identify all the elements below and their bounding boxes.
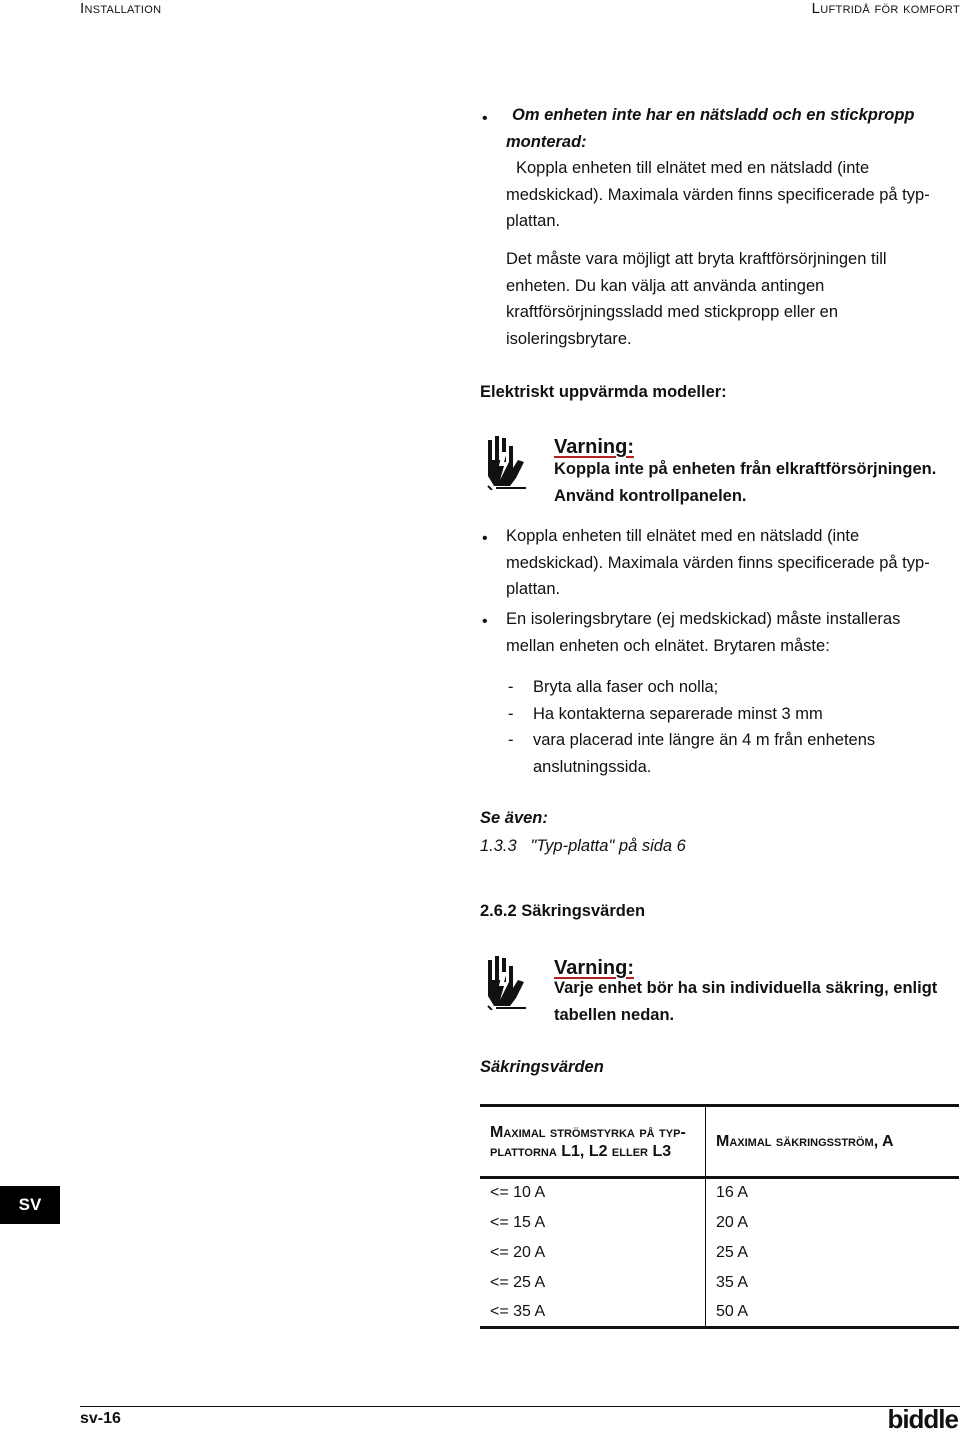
bullet-dot: •	[482, 613, 488, 630]
bullet-2-text: En isoleringsbrytare (ej medskickad) måste installeras mellan enheten och elnätet. Brytaren måste:	[506, 610, 901, 655]
table-cell: <= 10 A	[480, 1178, 706, 1208]
table-header-max-fuse: Maximal säkringsström, A	[716, 1133, 894, 1150]
header-left: Installation	[80, 0, 162, 17]
no-plug-body-2: Det måste vara möjligt att bryta kraftförsörjningen till enheten. Du kan välja att använda antingen kraftförsörjningssladd med stickpropp eller en isoleringsbrytare.	[506, 250, 887, 348]
header-right: Luftridå för komfort	[811, 0, 960, 17]
dash-marker: -	[508, 705, 514, 723]
table-cell: 16 A	[716, 1184, 749, 1202]
bullet-dot: •	[482, 110, 488, 127]
table-cell: <= 20 A	[480, 1238, 706, 1268]
no-plug-body-1: Koppla enheten till elnätet med en nätsladd (inte medskickad). Maximala värden finns specificerade på typ-plattan.	[506, 159, 930, 230]
warning-hand-icon	[482, 432, 532, 490]
table-row	[480, 1298, 959, 1328]
table-cell: 35 A	[716, 1273, 749, 1291]
dash-item-3: vara placerad inte längre än 4 m från enhetens anslutningssida.	[533, 731, 876, 776]
table-cell: <= 25 A	[480, 1268, 706, 1298]
warning-1-title: Varning:	[554, 436, 635, 458]
fuse-table	[480, 1104, 959, 1329]
table-cell: 50 A	[716, 1302, 749, 1320]
warning-2-text: Varje enhet bör ha sin individuella säkring, enligt tabellen nedan.	[554, 979, 938, 1024]
electric-heading: Elektriskt uppvärmda modeller:	[480, 383, 727, 401]
table-cell: <= 15 A	[480, 1208, 706, 1238]
bullet-1-text: Koppla enheten till elnätet med en nätsladd (inte medskickad). Maximala värden finns specificerade på typ-plattan.	[506, 527, 930, 598]
brand-logo: biddle	[887, 1404, 958, 1434]
table-row	[480, 1268, 959, 1298]
warning-2-title: Varning:	[554, 957, 635, 979]
table-cell: <= 35 A	[480, 1298, 706, 1328]
language-tab: SV	[0, 1186, 60, 1224]
table-caption: Säkringsvärden	[480, 1058, 604, 1076]
table-cell: 20 A	[716, 1213, 749, 1231]
see-also-link[interactable]: 1.3.3 "Typ-platta" på sida 6	[480, 837, 686, 855]
dash-item-2: Ha kontakterna separerade minst 3 mm	[533, 705, 823, 723]
warning-1-text: Koppla inte på enheten från elkraftförsörjningen. Använd kontrollpanelen.	[554, 460, 937, 505]
section-title: 2.6.2 Säkringsvärden	[480, 902, 646, 920]
table-cell: 25 A	[716, 1243, 749, 1261]
page-number: sv-16	[80, 1410, 121, 1427]
see-also-label: Se även:	[480, 809, 548, 827]
dash-marker: -	[508, 678, 514, 696]
dash-marker: -	[508, 731, 514, 749]
table-header-row	[480, 1106, 959, 1178]
warning-hand-icon	[482, 952, 532, 1010]
table-row	[480, 1208, 959, 1238]
table-header-max-current: Maximal strömstyrka på typ-plattorna L1, L2 eller L3	[480, 1106, 706, 1178]
table-row	[480, 1178, 959, 1208]
footer-rule	[80, 1406, 960, 1407]
dash-item-1: Bryta alla faser och nolla;	[533, 678, 719, 696]
no-plug-title: Om enheten inte har en nätsladd och en stickpropp monterad:	[506, 106, 915, 151]
table-row	[480, 1238, 959, 1268]
bullet-dot: •	[482, 530, 488, 547]
